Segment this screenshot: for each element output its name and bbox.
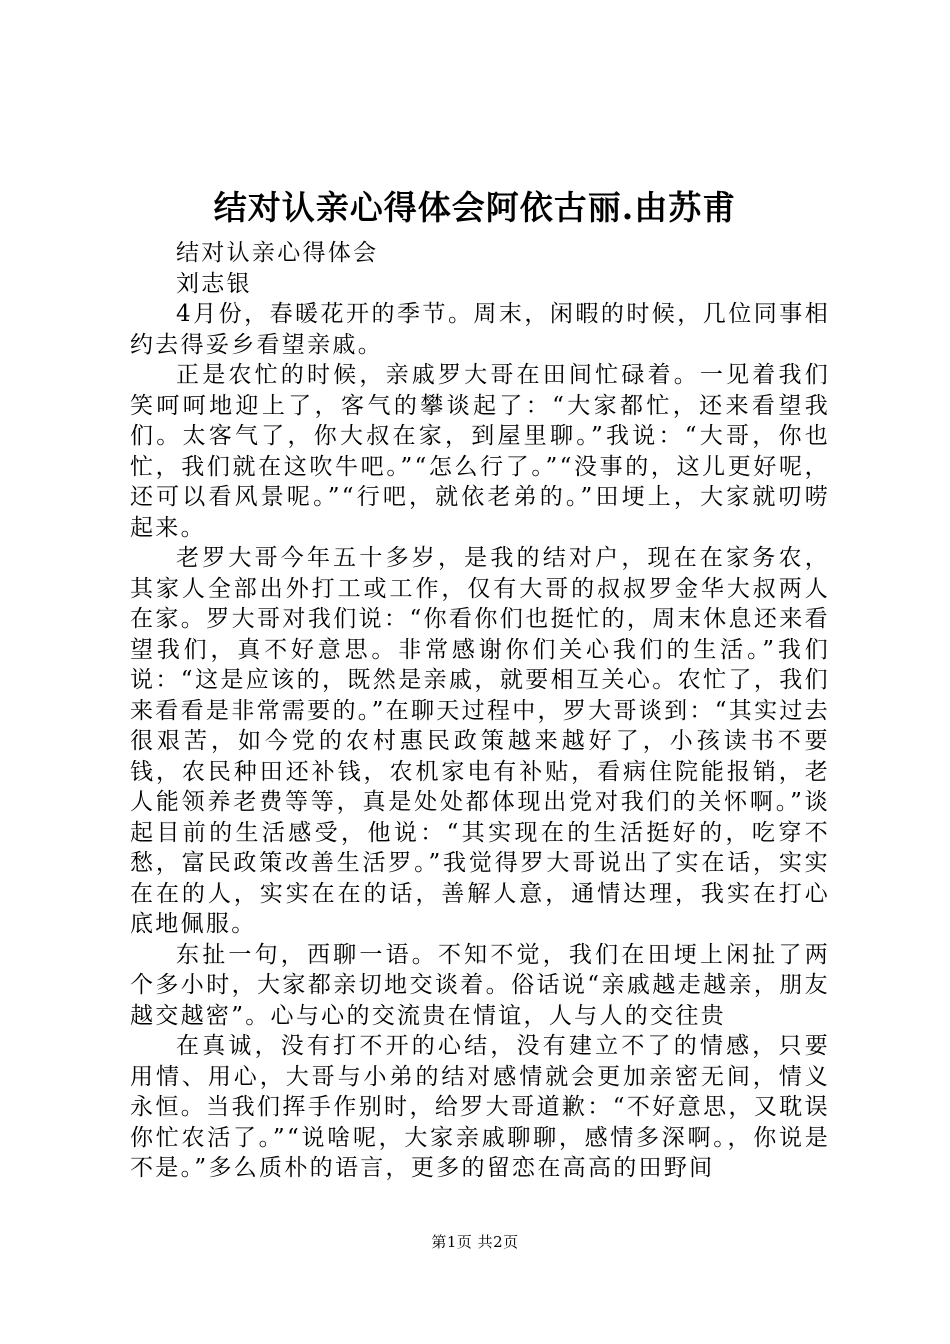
- body-paragraph-2: 正是农忙的时候，亲戚罗大哥在田间忙碌着。一见着我们笑呵呵地迎上了，客气的攀谈起了：“大家都忙，还来看望我们。太客气了，你大叔在家，到屋里聊。”我说：“大哥，你也忙，我们就在这吹牛吧。”“怎么行了。”“没事的，这儿更好呢，还可以看风景呢。”“行吧，就依老弟的。”田埂上，大家就叨唠起来。: [130, 362, 830, 541]
- body-paragraph-5: 在真诚，没有打不开的心结，没有建立不了的情感，只要用情、用心，大哥与小弟的结对感情就会更加亲密无间，情义永恒。当我们挥手作别时，给罗大哥道歉：“不好意思，又耽误你忙农活了。”“说啥呢，大家亲戚聊聊，感情多深啊。，你说是不是。”多么质朴的语言，更多的留恋在高高的田野间: [130, 1033, 830, 1181]
- page-number-label: 第1页 共2页: [431, 1233, 519, 1251]
- subtitle-paragraph: 结对认亲心得体会: [176, 240, 379, 266]
- document-body: [130, 238, 830, 1184]
- body-paragraph-4: 东扯一句，西聊一语。不知不觉，我们在田埂上闲扯了两个多小时，大家都亲切地交谈着。俗话说“亲戚越走越亲，朋友越交越密”。心与心的交流贵在情谊，人与人的交往贵: [130, 941, 830, 1029]
- author-paragraph: 刘志银: [176, 270, 252, 297]
- body-paragraph-1: 4月份，春暖花开的季节。周末，闲暇的时候，几位同事相约去得妥乡看望亲戚。: [130, 301, 830, 358]
- page-footer: [0, 1232, 950, 1252]
- body-paragraph-3: 老罗大哥今年五十多岁，是我的结对户，现在在家务农，其家人全部出外打工或工作，仅有大哥的叔叔罗金华大叔两人在家。罗大哥对我们说：“你看你们也挺忙的，周末休息还来看望我们，真不好意思。非常感谢你们关心我们的生活。”我们说：“这是应该的，既然是亲戚，就要相互关心。农忙了，我们来看看是非常需要的。”在聊天过程中，罗大哥谈到：“其实过去很艰苦，如今党的农村惠民政策越来越好了，小孩读书不要钱，农民种田还补钱，农机家电有补贴，看病住院能报销，老人能领养老费等等，真是处处都体现出党对我们的关怀啊。”谈起目前的生活感受，他说：“其实现在的生活挺好的，吃穿不愁，富民政策改善生活罗。”我觉得罗大哥说出了实在话，实实在在的人，实实在在的话，善解人意，通情达理，我实在打心底地佩服。: [130, 545, 830, 937]
- document-title: 结对认亲心得体会阿依古丽.由苏甫: [213, 188, 737, 227]
